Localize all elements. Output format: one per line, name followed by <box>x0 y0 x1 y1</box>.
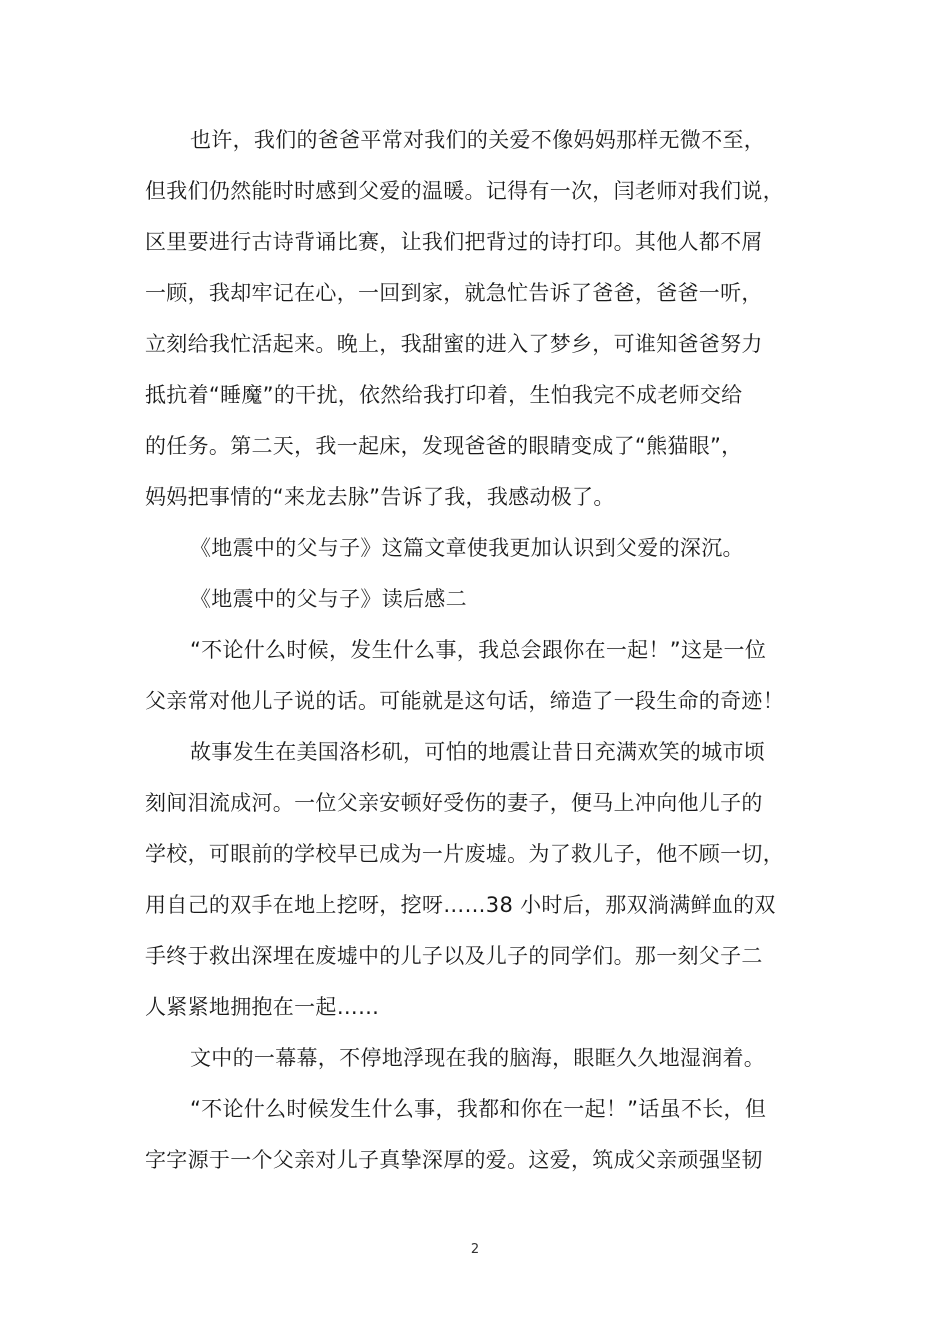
page-number: 2 <box>470 1242 480 1257</box>
text-line-19: 文中的一幕幕，不停地浮现在我的脑海，眼眶久久地湿润着。 <box>190 1046 766 1070</box>
text-line-15: 学校，可眼前的学校早已成为一片废墟。为了救儿子，他不顾一切， <box>145 842 784 866</box>
text-line-18: 人紧紧地拥抱在一起…… <box>145 995 380 1019</box>
text-line-8: 妈妈把事情的“来龙去脉”告诉了我，我感动极了。 <box>145 485 615 509</box>
text-line-6: 抵抗着“睡魔”的干扰，依然给我打印着，生怕我完不成老师交给 <box>145 383 743 407</box>
section-heading: 《地震中的父与子》读后感二 <box>190 587 467 611</box>
text-line-12: 父亲常对他儿子说的话。可能就是这句话，缔造了一段生命的奇迹！ <box>145 689 784 713</box>
text-line-17: 手终于救出深埋在废墟中的儿子以及儿子的同学们。那一刻父子二 <box>145 944 763 968</box>
text-line-9: 《地震中的父与子》这篇文章使我更加认识到父爱的深沉。 <box>190 536 744 560</box>
text-line-7: 的任务。第二天，我一起床，发现爸爸的眼睛变成了“熊猫眼”， <box>145 434 743 458</box>
text-line-11: “不论什么时候，发生什么事，我总会跟你在一起！”这是一位 <box>190 638 767 662</box>
text-line-14: 刻间泪流成河。一位父亲安顿好受伤的妻子，便马上冲向他儿子的 <box>145 791 763 815</box>
text-line-1: 也许，我们的爸爸平常对我们的关爱不像妈妈那样无微不至， <box>190 128 766 152</box>
text-line-16: 用自己的双手在地上挖呀，挖呀……38 小时后，那双淌满鲜血的双 <box>145 893 776 917</box>
text-line-21: 字字源于一个父亲对儿子真挚深厚的爱。这爱，筑成父亲顽强坚韧 <box>145 1148 763 1172</box>
text-line-4: 一顾，我却牢记在心，一回到家，就急忙告诉了爸爸，爸爸一听， <box>145 281 763 305</box>
text-line-2: 但我们仍然能时时感到父爱的温暖。记得有一次，闫老师对我们说， <box>145 179 784 203</box>
text-line-20: “不论什么时候发生什么事，我都和你在一起！”话虽不长，但 <box>190 1097 767 1121</box>
text-line-5: 立刻给我忙活起来。晚上，我甜蜜的进入了梦乡，可谁知爸爸努力 <box>145 332 763 356</box>
text-line-3: 区里要进行古诗背诵比赛，让我们把背过的诗打印。其他人都不屑 <box>145 230 763 254</box>
text-line-13: 故事发生在美国洛杉矶，可怕的地震让昔日充满欢笑的城市顷 <box>190 740 766 764</box>
